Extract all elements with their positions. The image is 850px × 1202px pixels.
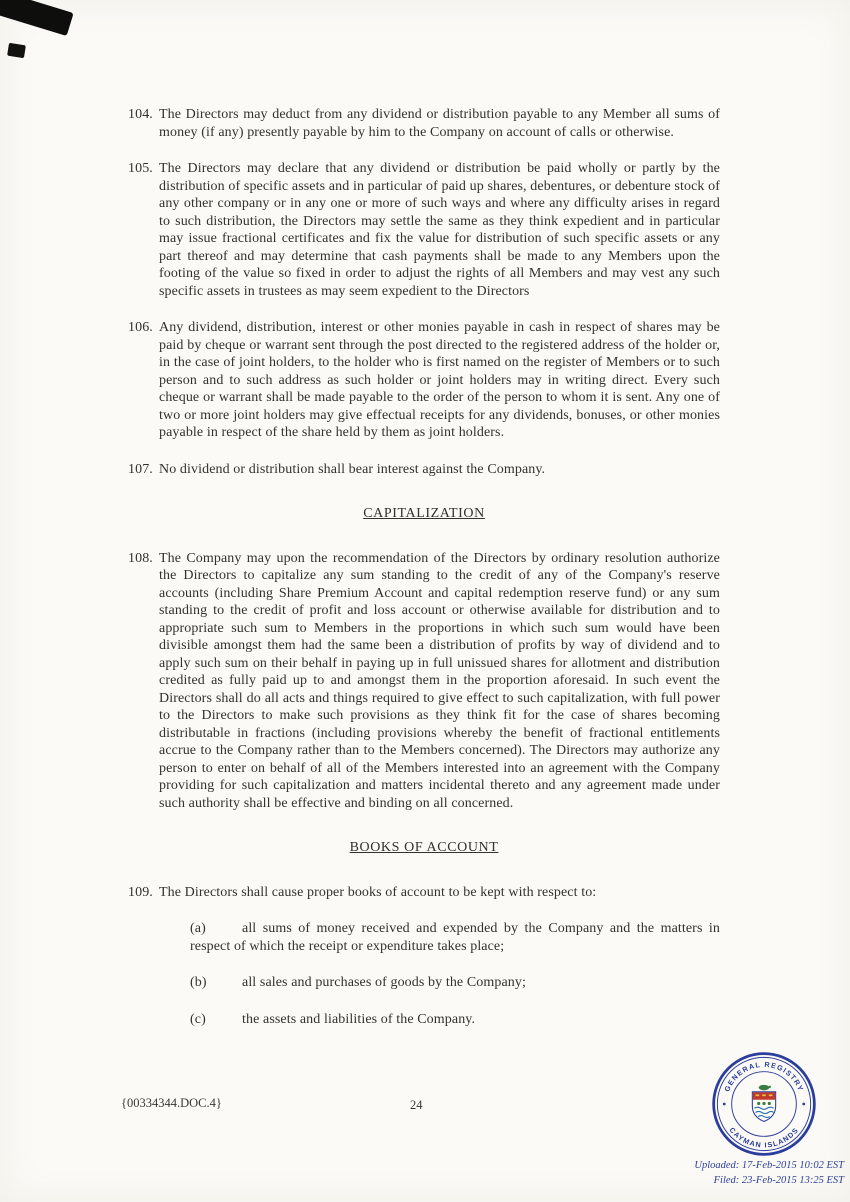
clause-number: 106. (128, 320, 153, 335)
list-item-text: all sales and purchases of goods by the Company; (242, 975, 526, 990)
list-item-label: (b) (190, 975, 207, 990)
list-item-label: (c) (190, 1011, 206, 1027)
scan-artifact-corner (0, 0, 74, 36)
uploaded-stamp: Uploaded: 17-Feb-2015 10:02 EST (694, 1160, 844, 1171)
clause-105 (128, 160, 720, 300)
clause-number: 107. (128, 461, 153, 477)
footer-page-number: 24 (410, 1098, 423, 1112)
seal-graphic (711, 1051, 817, 1157)
list-item-label: (a) (190, 921, 206, 936)
list-item-text: the assets and liabilities of the Company. (242, 1011, 476, 1027)
clause-number: 109. (128, 884, 153, 900)
section-heading-capitalization: CAPITALIZATION (363, 506, 485, 521)
clause-text: The Directors may deduct from any dividend or distribution payable to any Member all sums of money (if any) presently payable by him to the Company on account of calls or otherwise. (159, 107, 720, 140)
document-body (128, 106, 720, 1047)
scan-artifact-blob (7, 43, 26, 58)
clause-number: 104. (128, 107, 153, 122)
list-item-text: all sums of money received and expended by the Company and the matters in respect of which the receipt or expenditure takes place; (190, 921, 720, 954)
clause-106 (128, 319, 720, 442)
seal-right-dot (802, 1103, 805, 1106)
section-heading-books-of-account: BOOKS OF ACCOUNT (349, 840, 499, 855)
clause-text: The Directors shall cause proper books of account to be kept with respect to: (159, 884, 597, 900)
list-item-a (190, 920, 720, 955)
seal-arc-bottom-text: CAYMAN ISLANDS (727, 1125, 801, 1150)
list-item-c (190, 1011, 720, 1029)
clause-107 (128, 461, 720, 479)
seal-left-dot (723, 1103, 726, 1106)
clause-text: No dividend or distribution shall bear interest against the Company. (159, 461, 546, 477)
general-registry-seal (711, 1051, 817, 1157)
clause-text: The Directors may declare that any dividend or distribution be paid wholly or partly by the distribution of specific assets and in particular of paid up shares, debentures, or debenture stock of any other company or in any one or more of such ways and where any difficulty arises in regard to such distribution, the Directors may settle the same as they think expedient and in particular may issue fractional certificates and fix the value for distribution of such specific assets or any part thereof and may determine that cash payments shall be made to any Members upon the footing of the value so fixed in order to adjust the rights of all Members and may vest any such specific assets in trustees as may seem expedient to the Directors (159, 161, 720, 299)
seal-crest (752, 1085, 775, 1122)
clause-text: Any dividend, distribution, interest or other monies payable in cash in respect of shares may be paid by cheque or warrant sent through the post directed to the registered address of the holder or, in the case of joint holders, to the holder who is first named on the register of Members or to such person and to such address as such holder or joint holders may in writing direct. Every such cheque or warrant shall be made payable to the order of the person to whom it is sent. Any one of two or more joint holders may give effectual receipts for any dividends, bonuses, or other monies payable in respect of the share held by them as joint holders. (159, 320, 720, 440)
clause-number: 108. (128, 550, 153, 566)
list-item-b (190, 974, 720, 992)
filing-stamp (694, 1158, 844, 1188)
seal-arc-top-text: GENERAL REGISTRY (722, 1059, 806, 1093)
clause-108 (128, 550, 720, 813)
clause-109 (128, 884, 720, 902)
clause-104 (128, 106, 720, 141)
footer-document-reference: {00334344.DOC.4} (121, 1096, 222, 1110)
clause-number: 105. (128, 161, 153, 176)
filed-stamp: Filed: 23-Feb-2015 13:25 EST (713, 1175, 844, 1186)
clause-text: The Company may upon the recommendation of the Directors by ordinary resolution authorize the Directors to capitalize any sum standing to the credit of any of the Company's reserve accounts (including Share Premium Account and capital redemption reserve fund) or any sum standing to the credit of profit and loss account or otherwise available for distribution and to appropriate such sum to Members in the proportions in which such sum would have been divisible amongst them had the same been a distribution of profits by way of dividend and to apply such sum on their behalf in paying up in full unissued shares for allotment and distribution credited as fully paid up to and amongst them in the proportion aforesaid. In such event the Directors shall do all acts and things required to give effect to such capitalization, with full power to the Directors to make such provisions as they think fit for the case of shares becoming distributable in fractions (including provisions whereby the benefit of fractional entitlements accrue to the Company rather than to the Members concerned). The Directors may authorize any person to enter on behalf of all of the Members interested into an agreement with the Company providing for such capitalization and matters incidental thereto and any agreement made under such authority shall be effective and binding on all concerned. (159, 550, 720, 811)
